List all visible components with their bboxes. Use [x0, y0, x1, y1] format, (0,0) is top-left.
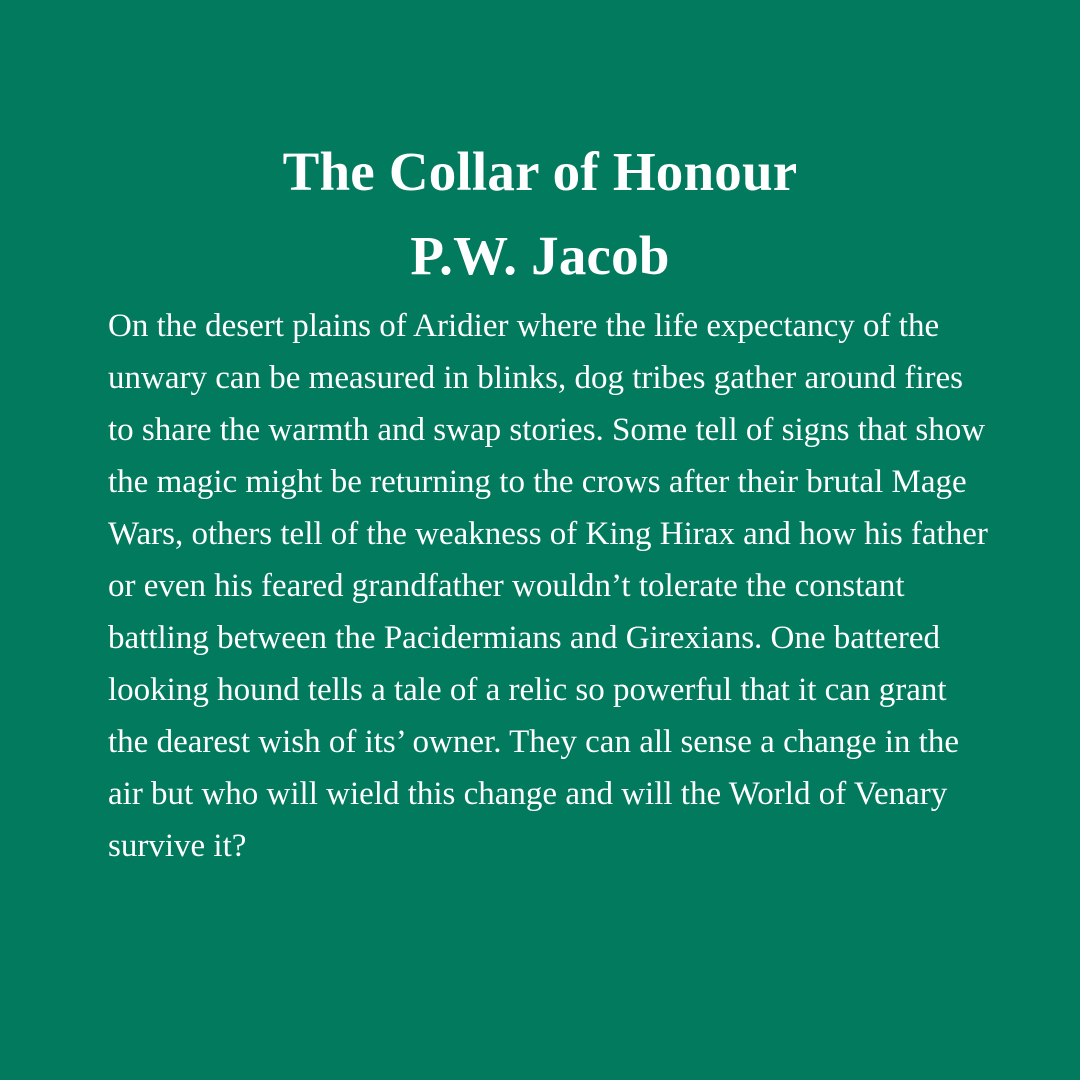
title-block [0, 130, 1080, 298]
author-name: P.W. Jacob [410, 225, 670, 286]
book-blurb: On the desert plains of Aridier where the life expectancy of the unwary can be measured in blinks, dog tribes gather around fires to share the warmth and swap stories. Some tell of signs that show the magic might be returning to the crows after their brutal Mage Wars, others tell of the weakness of King Hirax and how his father or even his feared grandfather wouldn’t tolerate the constant battling between the Pacidermians and Girexians. One battered looking hound tells a tale of a relic so powerful that it can grant the dearest wish of its’ owner. They can all sense a change in the air but who will wield this change and will the World of Venary survive it? [108, 308, 988, 864]
book-title: The Collar of Honour [282, 141, 798, 202]
